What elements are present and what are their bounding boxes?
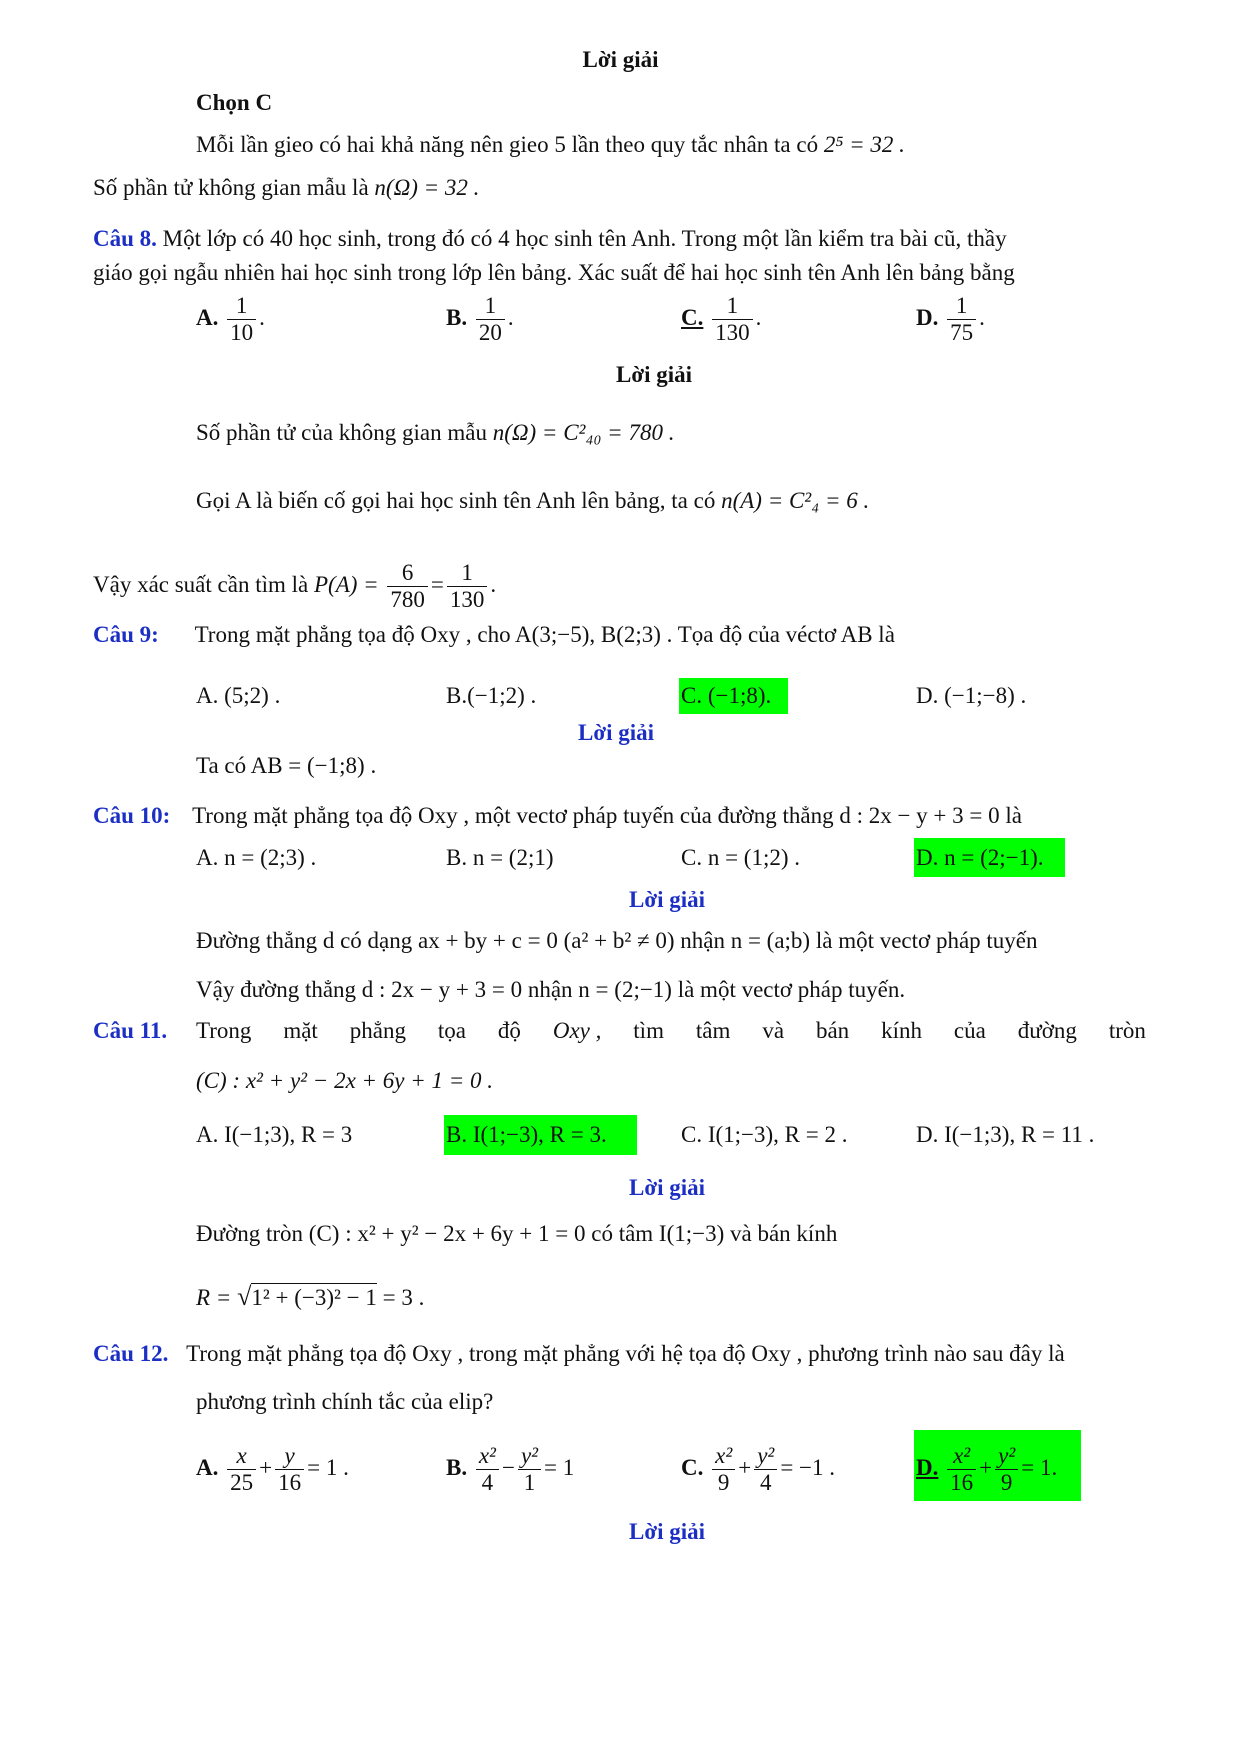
numerator: 1 [947,293,976,320]
option-b [446,1443,574,1497]
solution-title: Lời giải [582,47,659,72]
denominator: 9 [1000,1470,1013,1496]
denominator: 9 [717,1470,730,1496]
question-9 [93,620,895,650]
denominator: 20 [478,320,502,346]
question-text [196,1016,1146,1046]
option-d: D. I(−1;3), R = 11 . [916,1122,1095,1147]
numerator: 1 [227,293,256,320]
solution-math: n(Ω) = C²₄₀ = 780 . [492,420,675,445]
numerator: x² [476,1443,499,1470]
rhs: = −1 . [780,1455,836,1481]
solution-math: n(Ω) = 32 . [374,175,480,200]
option-letter: B. [446,1455,468,1481]
word: và [762,1018,785,1043]
word: Trong [196,1018,252,1043]
numerator: 1 [447,560,488,587]
option-a [196,1443,349,1497]
numerator: x [227,1443,256,1470]
word: độ [497,1018,521,1043]
circle-equation [196,1066,493,1096]
numerator: x² [712,1443,735,1470]
numerator: y² [754,1443,777,1470]
solution-title: Lời giải [629,1175,705,1200]
word: tìm [633,1018,664,1043]
operator: + [979,1455,993,1481]
solution-title: Lời giải [629,1519,705,1544]
rhs: = 1. [1021,1455,1058,1481]
numerator: 1 [476,293,505,320]
word: tròn [1108,1018,1146,1043]
word: mặt [283,1018,318,1043]
solution-text: Gọi A là biến cố gọi hai học sinh tên Anh lên bảng, ta có [196,488,716,513]
solution-text: Số phần tử không gian mẫu là [93,175,369,200]
option-b: B. $\frac{1}{20}$ . [446,293,514,346]
denominator: 16 [278,1470,302,1496]
word: của [953,1018,986,1043]
option-c: C. I(1;−3), R = 2 . [681,1122,848,1147]
solution-math: 2⁵ = 32 . [823,132,905,157]
word: tọa [437,1018,466,1043]
denominator: 4 [481,1470,494,1496]
option-letter: C. [681,1455,704,1481]
option-d: D. (−1;−8) . [916,683,1027,708]
option-b: B. n = (2;1) [446,845,554,870]
option-letter: C. [681,305,704,331]
option-c: C. $\frac{1}{130}$ . [681,293,762,346]
numerator: 6 [387,560,428,587]
denominator: 780 [390,587,425,613]
option-a: A. $\frac{1}{10}$ . [196,293,265,346]
option-c [681,1443,835,1497]
denominator: 10 [230,320,254,346]
denominator: 16 [950,1470,974,1496]
square-root: 1² + (−3)² − 1 [251,1285,377,1310]
question-8 [93,224,1007,254]
denominator: 75 [950,320,974,346]
numerator: 1 [712,293,753,320]
option-letter: A. [196,1455,219,1481]
question-10 [93,801,1022,831]
solution-line [196,418,674,448]
solution-line: R = √1² + (−3)² − 1 = 3 . [196,1282,425,1311]
solution-math: = 3 . [382,1285,425,1310]
option-c: C. n = (1;2) . [681,845,801,870]
solution-text: Vậy xác suất cần tìm là [93,572,309,598]
rhs: = 1 . [307,1455,349,1481]
denominator: 1 [523,1470,536,1496]
solution-line: Đường tròn (C) : x² + y² − 2x + 6y + 1 = 0 có tâm I(1;−3) và bán kính [196,1221,838,1246]
solution-math: R = [196,1285,232,1310]
option-a: A. I(−1;3), R = 3 [196,1122,353,1147]
denominator: 130 [715,320,750,346]
word: kính [881,1018,922,1043]
denominator: 130 [449,587,485,613]
solution-title: Lời giải [578,720,654,745]
rhs: = 1 [544,1455,575,1481]
option-b: B.(−1;2) . [446,683,537,708]
numerator: x² [947,1443,976,1470]
word: đường [1017,1018,1077,1043]
solution-line [196,486,869,516]
solution-line: Ta có AB = (−1;8) . [196,753,377,778]
solution-line [93,173,479,203]
operator: − [501,1455,515,1481]
option-b: B. I(1;−3), R = 3. [446,1122,607,1147]
solution-line: Vậy xác suất cần tìm là P(A) = $\frac{6}{780}$ = $\frac{1}{130}$ . [93,560,497,613]
question-label: Câu 9: [93,622,159,647]
solution-title: Lời giải [629,887,705,912]
question-label: Câu 10: [93,803,171,828]
word: phẳng [349,1018,406,1043]
question-label: Câu 12. [93,1341,169,1366]
option-letter: D. [916,1455,939,1481]
option-letter: A. [196,305,219,331]
numerator: y [275,1443,304,1470]
option-letter: B. [446,305,468,331]
question-label: Câu 11. [93,1018,168,1043]
equation: (C) : x² + y² − 2x + 6y + 1 = 0 . [196,1068,494,1093]
solution-text: Mỗi lần gieo có hai khả năng nên gieo 5 lần theo quy tắc nhân ta có [196,132,819,157]
option-letter: D. [916,305,939,331]
option-a: A. n = (2;3) . [196,845,317,870]
solution-line: Vậy đường thẳng d : 2x − y + 3 = 0 nhận n = (2;−1) là một vectơ pháp tuyến. [196,977,906,1002]
solution-line: Đường thẳng d có dạng ax + by + c = 0 (a² + b² ≠ 0) nhận n = (a;b) là một vectơ pháp tuyến [196,928,1038,953]
operator: + [738,1455,752,1481]
option-d: D. n = (2;−1). [916,845,1044,870]
denominator: 25 [230,1470,254,1496]
word: bán [815,1018,850,1043]
question-text: Trong mặt phẳng tọa độ Oxy , một vectơ pháp tuyến của đường thẳng d : 2x − y + 3 = 0 là [192,803,1022,828]
question-12 [93,1339,1065,1369]
question-text: Trong mặt phẳng tọa độ Oxy , trong mặt phẳng với hệ tọa độ Oxy , phương trình nào sau đây là [186,1341,1065,1366]
question-text: Một lớp có 40 học sinh, trong đó có 4 học sinh tên Anh. Trong một lần kiểm tra bài cũ, thầy [162,226,1007,251]
word: Oxy , [552,1018,602,1043]
question-text: Trong mặt phẳng tọa độ Oxy , cho A(3;−5), B(2;3) . Tọa độ của véctơ AB là [194,622,895,647]
word: tâm [695,1018,731,1043]
numerator: y² [995,1443,1018,1470]
denominator: 4 [760,1470,772,1496]
question-text-cont: phương trình chính tắc của elip? [196,1389,494,1414]
option-c: C. (−1;8). [681,683,772,708]
option-d [916,1443,1057,1497]
operator: + [259,1455,273,1481]
option-d: D. $\frac{1}{75}$ . [916,293,985,346]
solution-math: n(A) = C²₄ = 6 . [721,488,870,513]
solution-line [196,130,905,160]
solution-math: P(A) = [313,572,379,598]
solution-title: Lời giải [616,362,692,387]
numerator: y² [518,1443,541,1470]
answer-choice: Chọn C [196,90,273,115]
solution-text: Số phần tử của không gian mẫu [196,420,487,445]
question-label: Câu 8. [93,226,157,251]
question-text-cont: giáo gọi ngẫu nhiên hai học sinh trong lớp lên bảng. Xác suất để hai học sinh tên Anh lên bảng bằng [93,260,1015,285]
option-a: A. (5;2) . [196,683,281,708]
